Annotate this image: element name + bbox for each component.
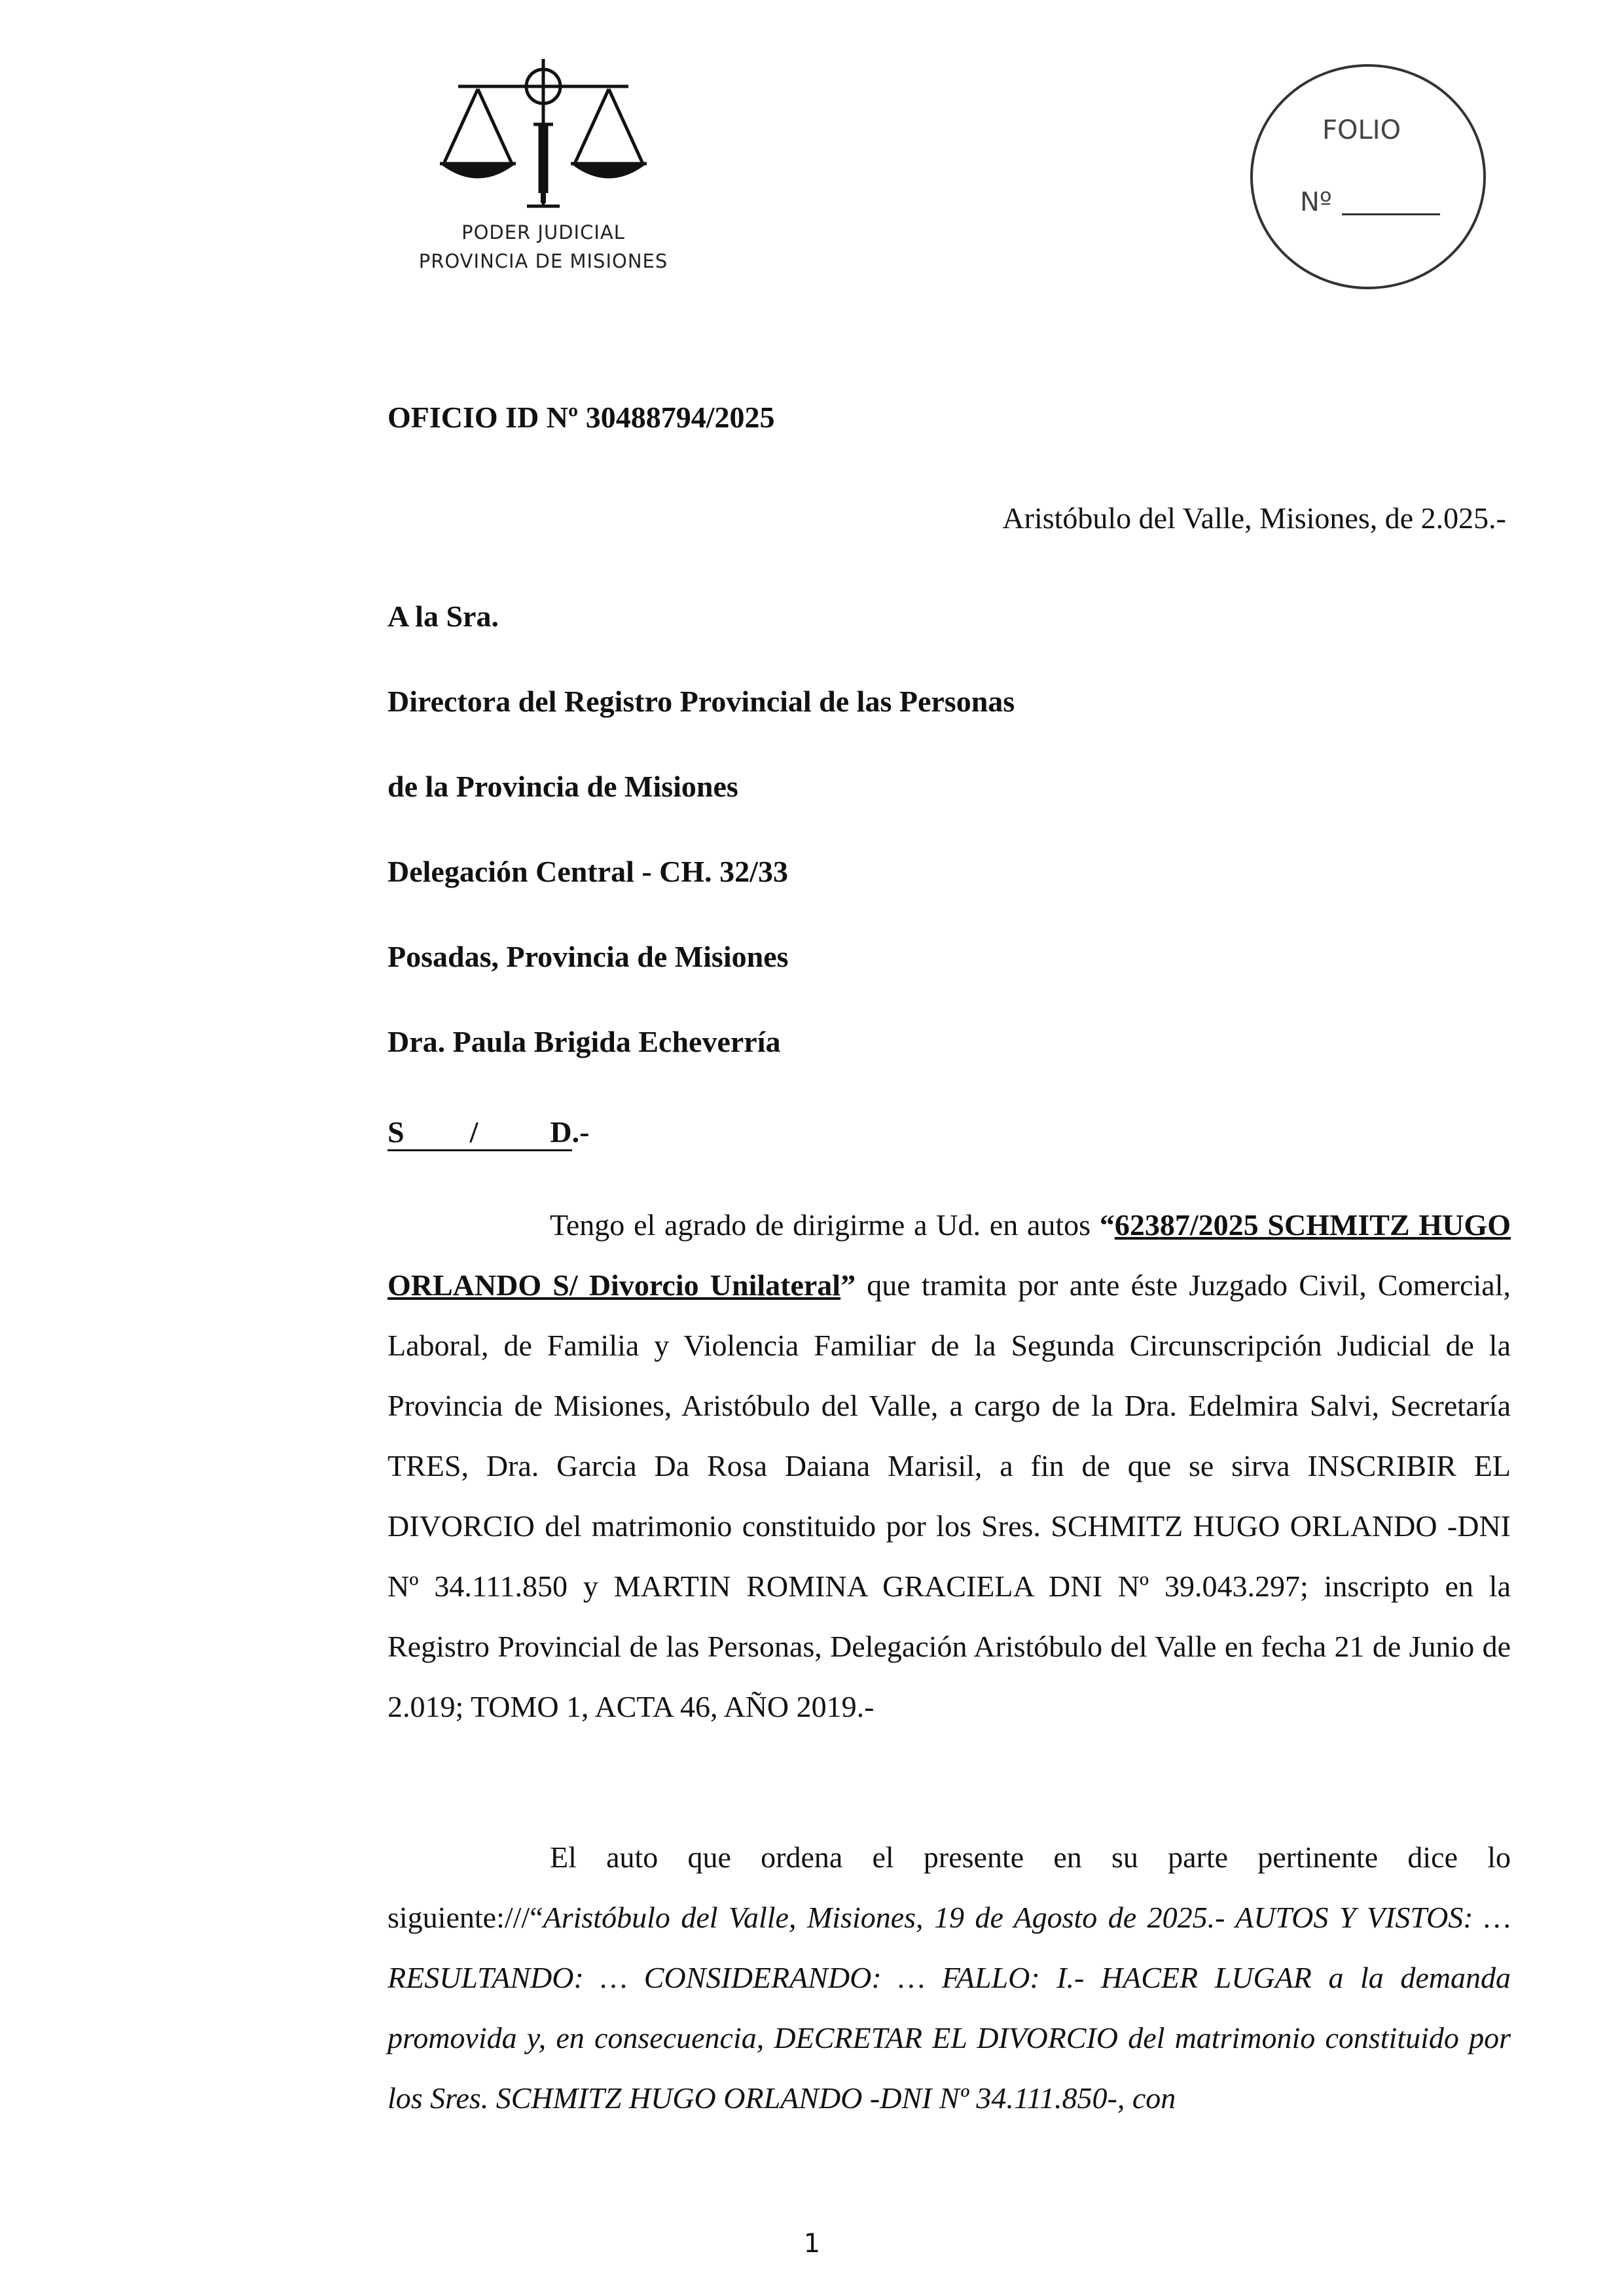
logo-text-poder-judicial: PODER JUDICIAL: [461, 221, 625, 243]
p1-open-quote: “: [1099, 1208, 1115, 1242]
recipient-line-4: Posadas, Provincia de Misiones: [388, 940, 789, 973]
body-paragraph-2: [388, 1827, 1511, 2128]
p1-close-quote: ”: [840, 1268, 856, 1302]
poder-judicial-logo: [393, 46, 694, 295]
recipient-salutation: A la Sra.: [388, 600, 499, 633]
su-despacho: [388, 1115, 589, 1151]
folio-label: FOLIO: [1322, 115, 1401, 145]
recipient-line-5: Dra. Paula Brigida Echeverría: [388, 1025, 781, 1058]
p2-intro: El auto que ordena el presente en su parte pertinente dice lo siguiente:///“: [388, 1840, 1511, 1934]
folio-stamp: [1249, 63, 1487, 291]
folio-circle-icon: [1249, 63, 1487, 291]
sd-d: D: [550, 1115, 572, 1149]
sd-s: S: [388, 1115, 405, 1149]
p2-quoted-ruling: Aristóbulo del Valle, Misiones, 19 de Agosto de 2025.- AUTOS Y VISTOS: … RESULTANDO: … CONSIDERANDO: … FALLO: I.- HACER LUGAR a la demanda promovida y, en consecuencia, DECRETAR EL DIVORCIO del matrimonio constituido por los Sres. SCHMITZ HUGO ORLANDO -DNI Nº 34.111.850-, con: [388, 1901, 1511, 2115]
p1-rest: que tramita por ante éste Juzgado Civil, Comercial, Laboral, de Familia y Violencia Familiar de la Segunda Circunscripción Judicial de la Provincia de Misiones, Aristóbulo del Valle, a cargo de la Dra. Edelmira Salvi, Secretaría TRES, Dra. Garcia Da Rosa Daiana Marisil, a fin de que se sirva INSCRIBIR EL DIVORCIO del matrimonio constituido por los Sres. SCHMITZ HUGO ORLANDO -DNI Nº 34.111.850 y MARTIN ROMINA GRACIELA DNI Nº 39.043.297; inscripto en la Registro Provincial de las Personas, Delegación Aristóbulo del Valle en fecha 21 de Junio de 2.019; TOMO 1, ACTA 46, AÑO 2019.-: [388, 1268, 1511, 1723]
place-date: Aristóbulo del Valle, Misiones, de 2.025.-: [1002, 501, 1506, 535]
folio-number-blank: [1342, 213, 1440, 215]
recipient-line-1: Directora del Registro Provincial de las Personas: [388, 685, 1015, 718]
body-paragraph-1: [388, 1195, 1511, 1737]
recipient-line-3: Delegación Central - CH. 32/33: [388, 855, 788, 888]
folio-number-label: Nº: [1300, 187, 1332, 217]
oficio-id: OFICIO ID Nº 30488794/2025: [388, 401, 775, 434]
p1-case-title: 62387/2025 SCHMITZ HUGO ORLANDO S/ Divorcio Unilateral: [388, 1208, 1511, 1302]
sd-underlined: [388, 1115, 572, 1151]
sd-suffix: .-: [571, 1115, 590, 1149]
sd-slash: /: [469, 1115, 478, 1149]
scales-of-justice-icon: [393, 46, 694, 216]
page-number: 1: [803, 2229, 821, 2259]
p1-intro: Tengo el agrado de dirigirme a Ud. en autos: [550, 1208, 1100, 1242]
logo-text-provincia: PROVINCIA DE MISIONES: [418, 250, 668, 272]
recipient-line-2: de la Provincia de Misiones: [388, 770, 738, 803]
